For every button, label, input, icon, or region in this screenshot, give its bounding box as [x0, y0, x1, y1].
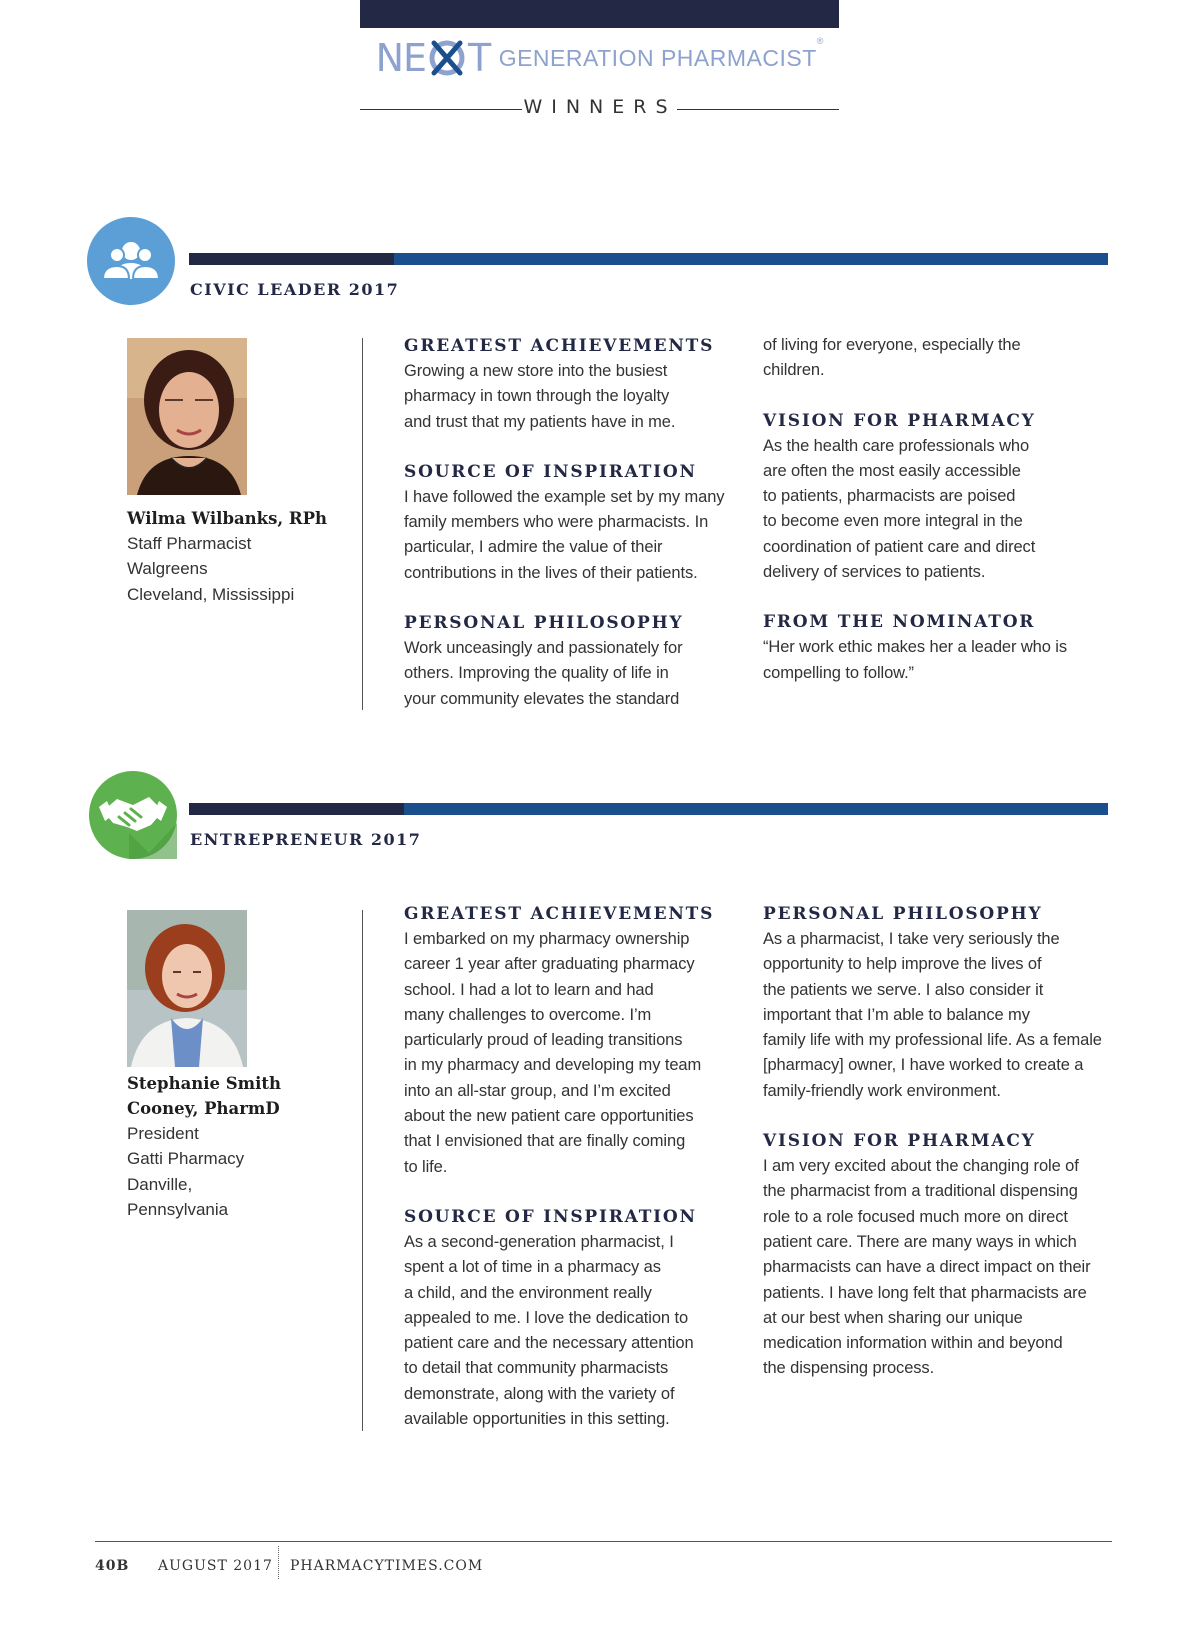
footer-rule	[95, 1541, 1112, 1542]
text-line: the patients we serve. I also consider it	[763, 980, 1044, 999]
text-column-2	[763, 901, 1123, 1382]
winner-name-line: Stephanie Smith	[127, 1074, 282, 1093]
paragraph	[763, 434, 1113, 586]
text-line: Work unceasingly and passionately for	[404, 639, 683, 658]
winner-location: Pennsylvania	[127, 1199, 229, 1219]
winner-name	[127, 1071, 281, 1121]
paragraph	[763, 1154, 1123, 1382]
logo-tagline: GENERATION PHARMACIST	[498, 44, 817, 71]
category-title: ENTREPRENEUR 2017	[190, 830, 422, 849]
heading-personal-philosophy: PERSONAL PHILOSOPHY	[404, 613, 684, 634]
handshake-icon	[89, 771, 177, 859]
logo-t: T	[468, 36, 491, 80]
text-line: patients. I have long felt that pharmacists are	[763, 1283, 1087, 1302]
text-column-1	[404, 333, 744, 712]
winner-photo	[127, 910, 247, 1067]
people-group-icon	[87, 217, 175, 305]
logo-registered: ®	[816, 36, 824, 46]
text-line: particularly proud of leading transitions	[404, 1031, 683, 1050]
winner-title: President	[127, 1124, 199, 1143]
text-line: pharmacists can have a direct impact on their	[763, 1258, 1091, 1277]
text-line: about the new patient care opportunities	[404, 1107, 694, 1126]
text-line: available opportunities in this setting.	[404, 1410, 670, 1429]
category-bar-dark	[189, 253, 394, 265]
text-line: that I envisioned that are finally coming	[404, 1132, 686, 1151]
heading-vision-for-pharmacy: VISION FOR PHARMACY	[763, 410, 1036, 431]
winners-rule-left	[360, 109, 522, 110]
text-line: I am very excited about the changing role of	[763, 1157, 1079, 1176]
paragraph	[763, 635, 1113, 686]
text-line: coordination of patient care and direct	[763, 537, 1036, 556]
text-line: contributions in the lives of their patients.	[404, 563, 698, 582]
text-line: “Her work ethic makes her a leader who is	[763, 638, 1068, 657]
heading-vision-for-pharmacy: VISION FOR PHARMACY	[763, 1131, 1036, 1152]
heading-personal-philosophy: PERSONAL PHILOSOPHY	[763, 904, 1043, 924]
text-line: children.	[763, 361, 825, 380]
text-line: patient care. There are many ways in which	[763, 1232, 1077, 1251]
text-line: important that I’m able to balance my	[763, 1005, 1030, 1024]
text-line: role to a role focused much more on direct	[763, 1207, 1068, 1226]
winners-label: WINNERS	[523, 96, 677, 118]
header-bar	[360, 0, 839, 28]
text-line: to detail that community pharmacists	[404, 1359, 669, 1378]
text-line: family members who were pharmacists. In	[404, 513, 709, 532]
column-divider	[362, 338, 363, 710]
text-line: pharmacy in town through the loyalty	[404, 387, 670, 406]
winner-location: Cleveland, Mississippi	[127, 584, 295, 604]
text-line: many challenges to overcome. I’m	[404, 1005, 652, 1024]
paragraph	[404, 1230, 744, 1432]
category-title: CIVIC LEADER 2017	[190, 280, 400, 299]
dna-x-icon	[426, 39, 468, 77]
footer-separator	[278, 1546, 279, 1579]
heading-from-the-nominator: FROM THE NOMINATOR	[763, 612, 1036, 633]
text-line: to patients, pharmacists are poised	[763, 487, 1016, 506]
winner-employer: Gatti Pharmacy	[127, 1149, 245, 1169]
text-line: a child, and the environment really	[404, 1283, 652, 1302]
text-line: As a pharmacist, I take very seriously the	[763, 930, 1060, 948]
winner-name: Wilma Wilbanks, RPh	[127, 509, 327, 528]
heading-greatest-achievements: GREATEST ACHIEVEMENTS	[404, 904, 715, 924]
paragraph	[763, 927, 1123, 1104]
winner-photo	[127, 338, 247, 495]
winner-title: Staff Pharmacist	[127, 534, 252, 553]
text-line: into an all-star group, and I’m excited	[404, 1081, 671, 1100]
text-line: delivery of services to patients.	[763, 563, 986, 582]
text-line: I embarked on my pharmacy ownership	[404, 930, 690, 948]
text-line: spent a lot of time in a pharmacy as	[404, 1258, 661, 1277]
text-line: particular, I admire the value of their	[404, 538, 663, 557]
text-line: Growing a new store into the busiest	[404, 362, 668, 380]
text-line: school. I had a lot to learn and had	[404, 980, 654, 999]
winner-employer: Walgreens	[127, 559, 208, 579]
text-line: to life.	[404, 1157, 448, 1176]
paragraph	[763, 333, 1113, 384]
column-divider	[362, 910, 363, 1431]
text-line: at our best when sharing our unique	[763, 1308, 1023, 1327]
category-icon-circle	[89, 771, 177, 859]
text-line: career 1 year after graduating pharmacy	[404, 955, 695, 974]
text-line: As a second-generation pharmacist, I	[404, 1232, 674, 1251]
category-bar-dark	[189, 803, 404, 815]
heading-source-of-inspiration: SOURCE OF INSPIRATION	[404, 1206, 697, 1227]
text-line: in my pharmacy and developing my team	[404, 1056, 702, 1075]
text-line: and trust that my patients have in me.	[404, 412, 676, 431]
text-line: [pharmacy] owner, I have worked to create a	[763, 1056, 1084, 1075]
text-line: medication information within and beyond	[763, 1334, 1063, 1353]
text-line: family life with my professional life. As a female	[763, 1031, 1102, 1050]
winners-rule-right	[677, 109, 839, 110]
winner-name-line: Cooney, PharmD	[127, 1099, 280, 1118]
text-line: family-friendly work environment.	[763, 1081, 1001, 1100]
text-line: others. Improving the quality of life in	[404, 664, 669, 683]
text-line: opportunity to help improve the lives of	[763, 955, 1042, 974]
logo-ne: NE	[375, 36, 427, 80]
paragraph	[404, 359, 744, 435]
text-line: the dispensing process.	[763, 1359, 935, 1378]
heading-source-of-inspiration: SOURCE OF INSPIRATION	[404, 461, 697, 482]
issue-date: AUGUST 2017	[158, 1558, 273, 1574]
text-line: compelling to follow.”	[763, 663, 914, 682]
page-number: 40B	[95, 1558, 130, 1574]
text-column-2	[763, 333, 1113, 686]
category-icon-circle	[87, 217, 175, 305]
text-line: of living for everyone, especially the	[763, 336, 1021, 354]
text-line: your community elevates the standard	[404, 689, 680, 708]
text-line: appealed to me. I love the dedication to	[404, 1308, 689, 1327]
heading-greatest-achievements: GREATEST ACHIEVEMENTS	[404, 336, 715, 356]
category-bar-blue	[404, 803, 1108, 815]
winner-info	[127, 531, 294, 607]
text-line: As the health care professionals who	[763, 436, 1030, 455]
winner-info	[127, 1121, 244, 1222]
text-column-1	[404, 901, 744, 1432]
winner-location: Danville,	[127, 1174, 193, 1194]
text-line: to become even more integral in the	[763, 512, 1023, 531]
text-line: the pharmacist from a traditional dispensing	[763, 1182, 1078, 1201]
paragraph	[404, 636, 744, 712]
logo	[360, 36, 839, 80]
paragraph	[404, 927, 744, 1180]
site-link[interactable]: PHARMACYTIMES.COM	[290, 1558, 484, 1574]
text-line: demonstrate, along with the variety of	[404, 1384, 675, 1403]
category-bar-blue	[394, 253, 1108, 265]
text-line: patient care and the necessary attention	[404, 1334, 694, 1353]
text-line: are often the most easily accessible	[763, 461, 1021, 480]
paragraph	[404, 485, 744, 586]
text-line: I have followed the example set by my many	[404, 487, 725, 506]
